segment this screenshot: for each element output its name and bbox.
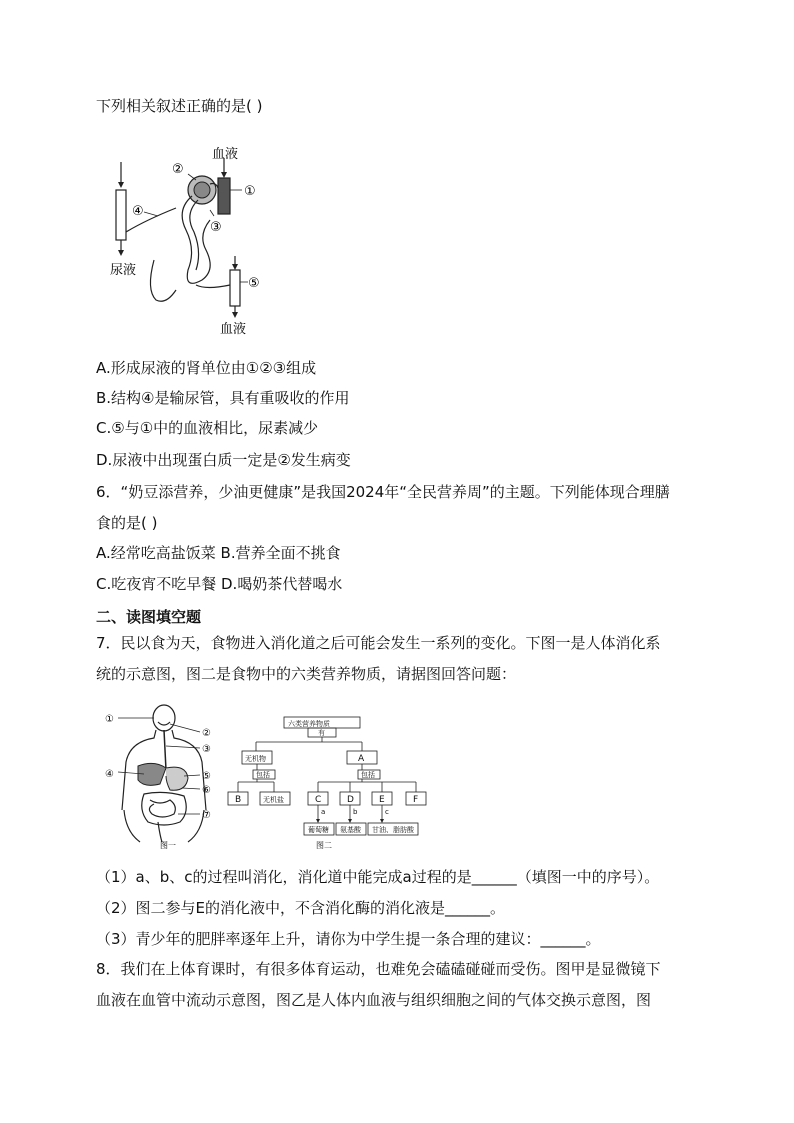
q5-option-a: A.形成尿液的肾单位由①②③组成 [96,359,317,377]
q5-option-c: C.⑤与①中的血液相比，尿素减少 [96,419,319,437]
nutrients-tree-figure [222,712,444,854]
fig2-root-sub: 有 [318,729,325,737]
label-n4: ④ [132,204,144,219]
fig2-include2: 包括 [361,771,375,779]
q5-option-d: D.尿液中出现蛋白质一定是②发生病变 [96,451,351,469]
fig2-a: a [321,808,326,816]
q8-line1: 8．我们在上体育课时，有很多体育运动，也难免会磕磕碰碰而受伤。图甲是显微镜下 [96,960,661,978]
fig2-caption: 图二 [316,841,332,850]
q7-sub1: （1）a、b、c的过程叫消化，消化道中能完成a过程的是______（填图一中的序号）。 [96,868,660,886]
fig2-C: C [315,795,322,805]
section-heading: 二、读图填空题 [96,608,202,626]
fig1-label-2: ② [202,728,211,739]
label-blood-top: 血液 [212,147,239,162]
label-n2: ② [172,162,184,177]
fig2-B: B [235,795,242,805]
q5-stem: 下列相关叙述正确的是( ) [96,97,263,115]
fig1-label-4: ④ [105,769,114,780]
q6-line2: 食的是( ) [96,514,158,532]
q7-sub2: （2）图二参与E的消化液中，不含消化酶的消化液是______。 [96,899,506,917]
q6-line1: 6．“奶豆添营养，少油更健康”是我国2024年“全民营养周”的主题。下列能体现合理膳 [96,483,670,501]
label-n5: ⑤ [248,276,260,291]
q6-options-row1: A.经常吃高盐饭菜 B.营养全面不挑食 [96,544,341,562]
fig1-label-1: ① [105,714,114,725]
fig1-label-6: ⑥ [202,785,211,796]
label-n1: ① [244,184,256,199]
fig1-label-7: ⑦ [202,810,211,821]
q7-sub3: （3）青少年的肥胖率逐年上升，请你为中学生提一条合理的建议：______。 [96,930,601,948]
label-blood-bottom: 血液 [220,322,247,337]
fig1-label-5: ⑤ [202,771,211,782]
fig2-inorganic: 无机物 [245,755,266,763]
fig2-c: c [385,808,389,816]
label-n3: ③ [210,220,222,235]
fig2-glycerol: 甘油、脂肪酸 [372,826,414,834]
q5-option-b: B.结构④是输尿管，具有重吸收的作用 [96,389,350,407]
fig2-glucose: 葡萄糖 [308,826,329,834]
fig1-caption: 图一 [160,841,176,850]
fig2-amino: 氨基酸 [340,826,361,834]
fig2-b: b [353,808,358,816]
fig2-salt: 无机盐 [263,796,284,804]
fig2-include1: 包括 [256,771,270,779]
digestive-system-figure [104,702,216,850]
q7-line2: 统的示意图，图二是食物中的六类营养物质，请据图回答问题： [96,665,517,683]
fig1-label-3: ③ [202,744,211,755]
q6-options-row2: C.吃夜宵不吃早餐 D.喝奶茶代替喝水 [96,575,343,593]
fig2-root: 六类营养物质 [288,720,330,728]
q8-line2: 血液在血管中流动示意图，图乙是人体内血液与组织细胞之间的气体交换示意图，图 [96,991,652,1009]
nephron-figure [106,140,286,340]
q7-line1: 7．民以食为天，食物进入消化道之后可能会发生一系列的变化。下图一是人体消化系 [96,634,661,652]
fig2-E: E [379,795,385,805]
fig2-F: F [413,795,419,805]
fig2-D: D [347,795,354,805]
label-urine: 尿液 [110,263,137,278]
fig2-A: A [358,754,365,764]
